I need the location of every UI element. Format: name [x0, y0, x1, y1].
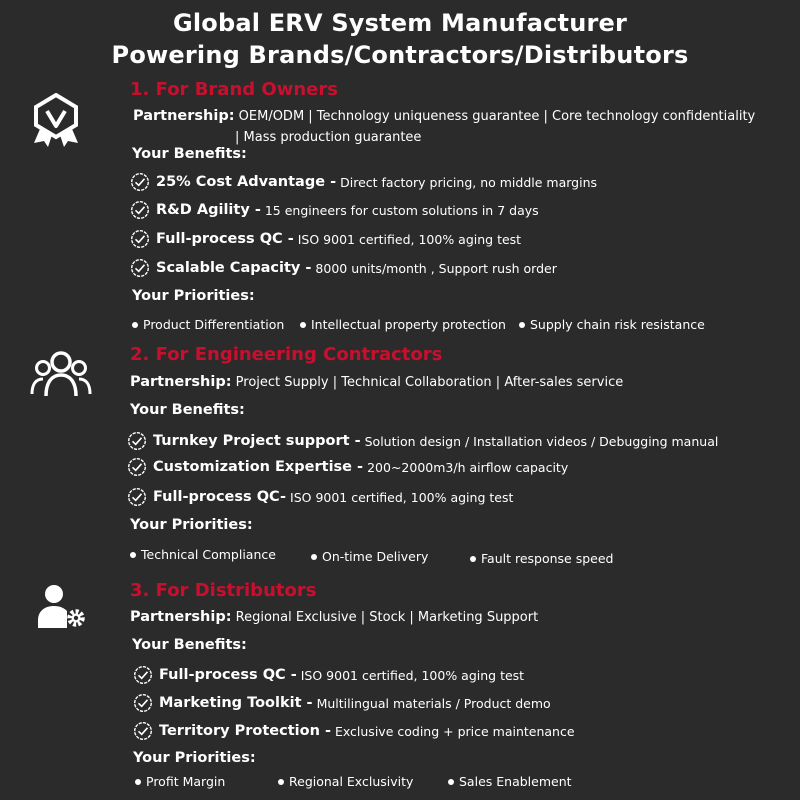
section-title: 2. For Engineering Contractors — [130, 344, 443, 365]
benefit-item: Territory Protection - Exclusive coding + price maintenance — [133, 721, 575, 741]
priority-item: Technical Compliance — [130, 547, 276, 562]
quality-badge-icon — [32, 93, 80, 149]
benefit-item: Scalable Capacity - 8000 units/month , Support rush order — [130, 258, 557, 278]
priorities-heading: Your Priorities: — [132, 288, 255, 304]
user-settings-icon — [36, 584, 88, 630]
priority-item: Regional Exclusivity — [278, 774, 413, 789]
benefits-heading: Your Benefits: — [132, 146, 247, 162]
benefit-item: Full-process QC - ISO 9001 certified, 100% aging test — [133, 665, 524, 685]
benefit-item: Full-process QC - ISO 9001 certified, 100% aging test — [130, 229, 521, 249]
priority-item: Intellectual property protection — [300, 317, 506, 332]
benefit-item: Turnkey Project support - Solution design / Installation videos / Debugging manual — [127, 431, 718, 451]
benefits-heading: Your Benefits: — [130, 402, 245, 418]
check-badge-icon — [127, 457, 147, 477]
benefit-item: Full-process QC- ISO 9001 certified, 100% aging test — [127, 487, 513, 507]
priorities-heading: Your Priorities: — [133, 750, 256, 766]
section-title: 3. For Distributors — [130, 580, 317, 601]
benefit-item: R&D Agility - 15 engineers for custom solutions in 7 days — [130, 200, 539, 220]
bullet-dot-icon — [278, 779, 284, 785]
section-title: 1. For Brand Owners — [130, 79, 338, 100]
check-badge-icon — [130, 258, 150, 278]
partnership-line: Partnership: Project Supply | Technical Collaboration | After-sales service — [130, 374, 624, 390]
page-subtitle: Powering Brands/Contractors/Distributors — [111, 41, 689, 69]
check-badge-icon — [133, 721, 153, 741]
check-badge-icon — [133, 693, 153, 713]
check-badge-icon — [127, 487, 147, 507]
benefits-heading: Your Benefits: — [132, 637, 247, 653]
benefit-item: Marketing Toolkit - Multilingual materials / Product demo — [133, 693, 551, 713]
priority-item: Product Differentiation — [132, 317, 284, 332]
priority-item: Supply chain risk resistance — [519, 317, 705, 332]
partnership-line: Partnership: Regional Exclusive | Stock | Marketing Support — [130, 609, 539, 625]
bullet-dot-icon — [300, 322, 306, 328]
check-badge-icon — [130, 229, 150, 249]
priority-item: Sales Enablement — [448, 774, 572, 789]
check-badge-icon — [127, 431, 147, 451]
check-badge-icon — [133, 665, 153, 685]
bullet-dot-icon — [132, 322, 138, 328]
benefit-item: 25% Cost Advantage - Direct factory pricing, no middle margins — [130, 172, 597, 192]
priority-item: Profit Margin — [135, 774, 225, 789]
partnership-line: Partnership: OEM/ODM | Technology uniqueness guarantee | Core technology confidentiality — [133, 108, 756, 124]
bullet-dot-icon — [519, 322, 525, 328]
team-group-icon — [30, 350, 92, 398]
benefit-item: Customization Expertise - 200~2000m3/h airflow capacity — [127, 457, 568, 477]
priority-item: Fault response speed — [470, 551, 613, 566]
priority-item: On-time Delivery — [311, 549, 428, 564]
bullet-dot-icon — [470, 556, 476, 562]
check-badge-icon — [130, 200, 150, 220]
bullet-dot-icon — [448, 779, 454, 785]
bullet-dot-icon — [311, 554, 317, 560]
page-title: Global ERV System Manufacturer — [172, 9, 628, 37]
priorities-heading: Your Priorities: — [130, 517, 253, 533]
bullet-dot-icon — [135, 779, 141, 785]
partnership-line-continued: | Mass production guarantee — [235, 130, 422, 145]
check-badge-icon — [130, 172, 150, 192]
bullet-dot-icon — [130, 552, 136, 558]
